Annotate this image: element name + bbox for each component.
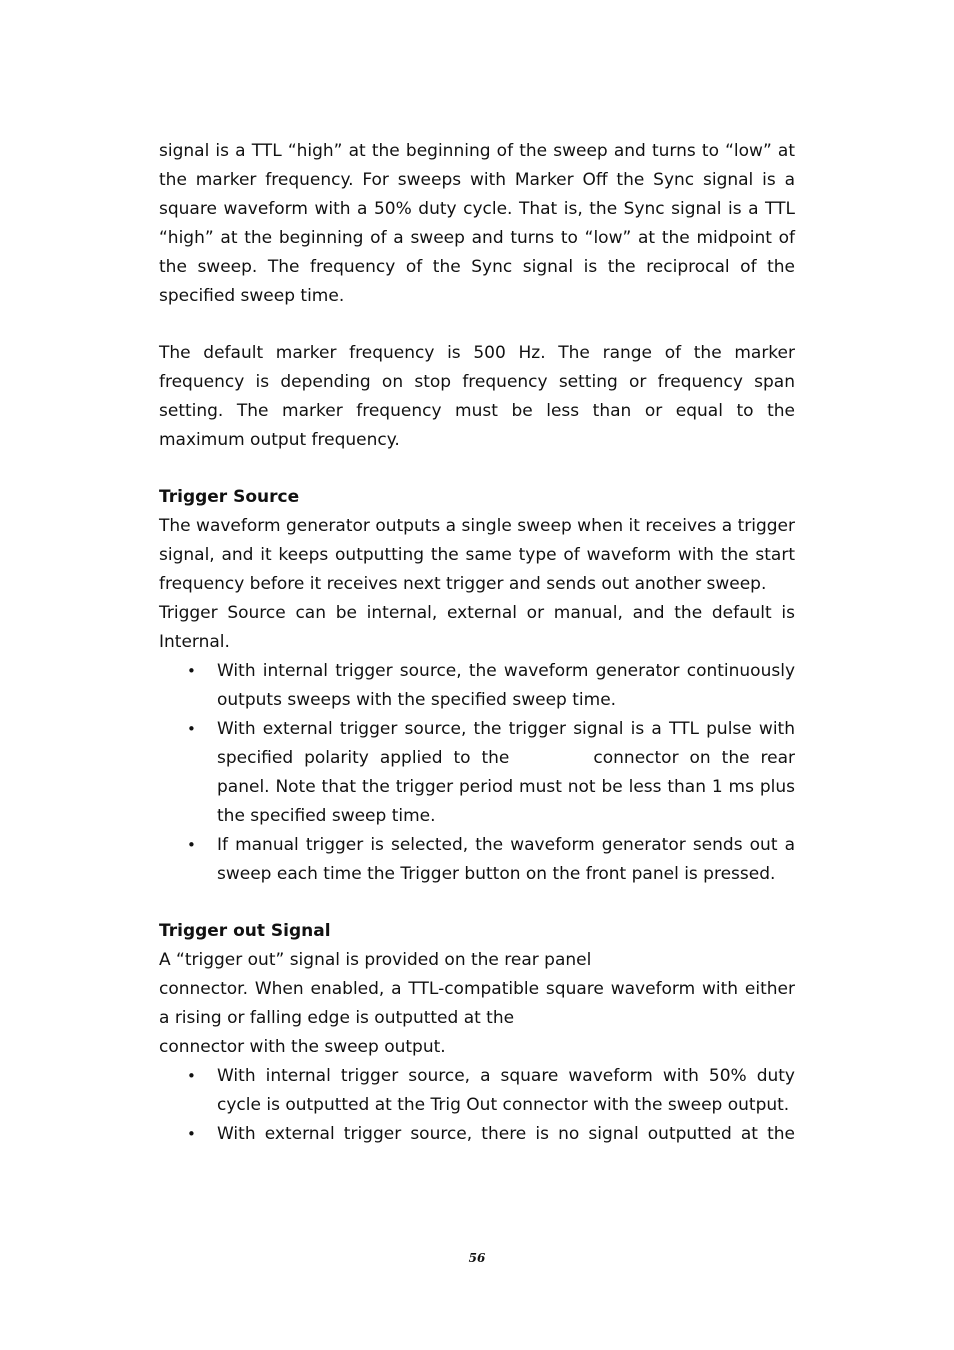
trigger-out-list (159, 1062, 795, 1149)
page-body (159, 137, 795, 1149)
spacer (159, 455, 795, 483)
bullet-icon: • (187, 720, 196, 738)
list-item-text: With external trigger source, the trigger signal is a TTL pulse with specified polarity applied to the (217, 719, 795, 768)
list-item-text: If manual trigger is selected, the waveform generator sends out a sweep each time the Trigger button on the front panel is pressed. (217, 835, 795, 884)
trigger-source-heading: Trigger Source (159, 487, 300, 507)
trigger-source-paragraph-2: Trigger Source can be internal, external or manual, and the default is Internal. (159, 603, 795, 652)
list-item (159, 1120, 795, 1149)
trigger-out-line-1: A “trigger out” signal is provided on the rear panel (159, 950, 592, 970)
bullet-icon: • (187, 1067, 196, 1085)
trigger-out-line-3: connector with the sweep output. (159, 1037, 446, 1057)
trigger-source-list (159, 657, 795, 889)
bullet-icon: • (187, 836, 196, 854)
list-item (159, 715, 795, 831)
trigger-source-paragraph-1: The waveform generator outputs a single sweep when it receives a trigger signal, and it keeps outputting the same type of waveform with the start frequency before it receives next trigger and sends out another sweep. (159, 516, 795, 594)
list-item-text: With internal trigger source, a square waveform with 50% duty cycle is outputted at the Trig Out connector with the sweep output. (217, 1066, 795, 1115)
intro-paragraph-1: signal is a TTL “high” at the beginning of the sweep and turns to “low” at the marker frequency. For sweeps with Marker Off the Sync signal is a square waveform with a 50% duty cycle. That is, the Sync signal is a TTL “high” at the beginning of a sweep and turns to “low” at the midpoint of the sweep. The frequency of the Sync signal is the reciprocal of the specified sweep time. (159, 141, 795, 306)
trigger-out-heading: Trigger out Signal (159, 921, 331, 941)
trigger-out-line-2: connector. When enabled, a TTL-compatible square waveform with either a rising or falling edge is outputted at the (159, 979, 795, 1028)
spacer (159, 311, 795, 339)
list-item (159, 1062, 795, 1120)
list-item-text: With external trigger source, there is no signal outputted at the (217, 1124, 795, 1144)
list-item-text: With internal trigger source, the waveform generator continuously outputs sweeps with the specified sweep time. (217, 661, 795, 710)
list-item (159, 831, 795, 889)
list-item-text-continued: connector on the rear panel. Note that the trigger period must not be less than 1 ms plus the specified sweep time. (217, 748, 795, 826)
spacer (159, 889, 795, 917)
bullet-icon: • (187, 662, 196, 680)
intro-paragraph-2: The default marker frequency is 500 Hz. The range of the marker frequency is depending on stop frequency setting or frequency span setting. The marker frequency must be less than or equal to the maximum output frequency. (159, 343, 795, 450)
bullet-icon: • (187, 1125, 196, 1143)
list-item (159, 657, 795, 715)
page-number: 56 (468, 1251, 486, 1265)
